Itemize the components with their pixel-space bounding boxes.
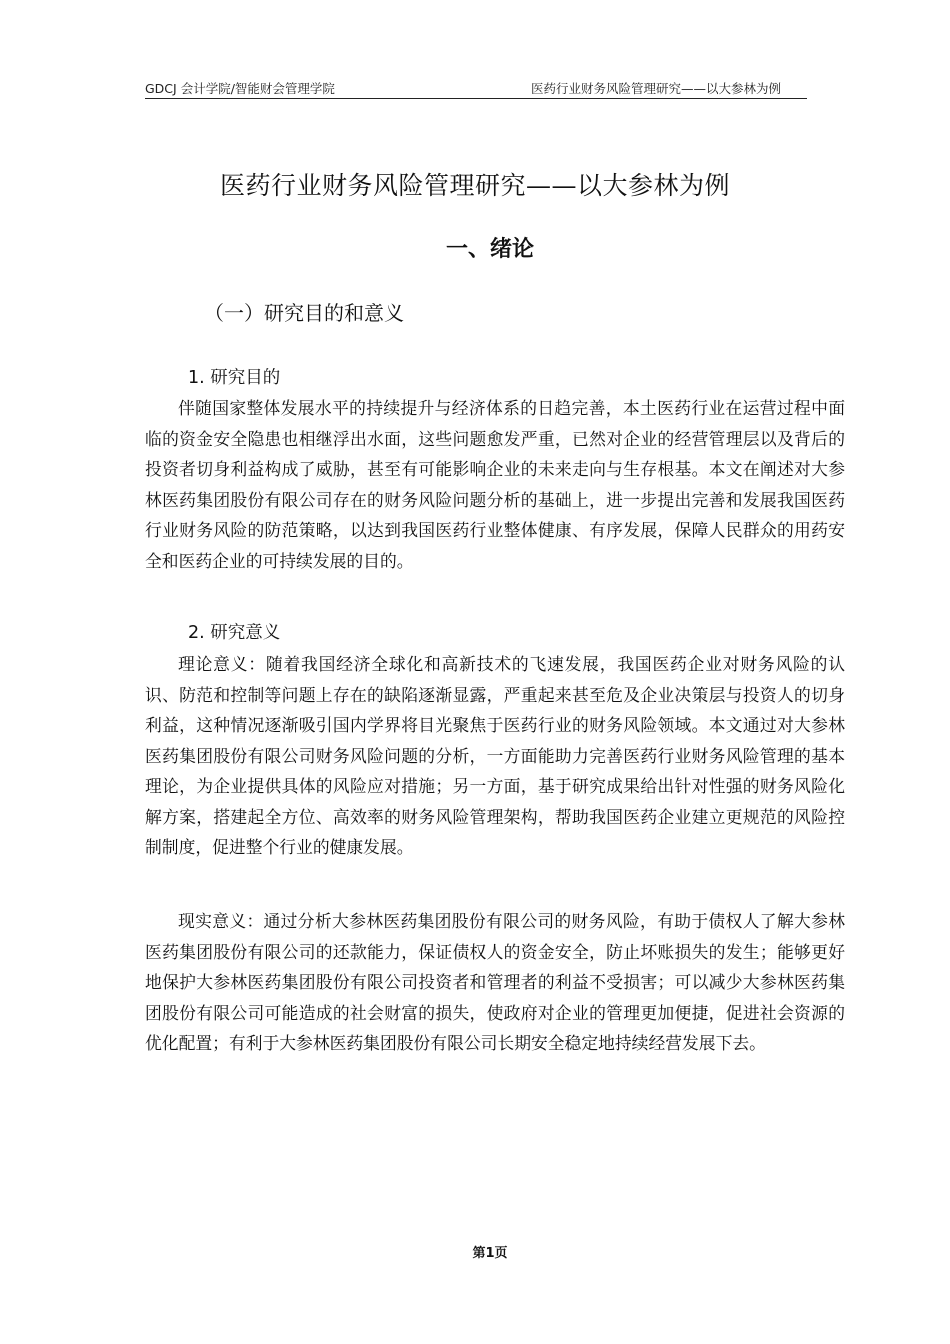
- subsection-heading-significance: 2. 研究意义: [188, 623, 281, 643]
- paragraph-practical-significance: 现实意义：通过分析大参林医药集团股份有限公司的财务风险，有助于债权人了解大参林医药集团股份有限公司的还款能力，保证债权人的资金安全，防止坏账损失的发生；能够更好地保护大参林医药集团股份有限公司投资者和管理者的利益不受损害；可以减少大参林医药集团股份有限公司可能造成的社会财富的损失，使政府对企业的管理更加便捷，促进社会资源的优化配置；有利于大参林医药集团股份有限公司长期安全稳定地持续经营发展下去。: [145, 911, 845, 1053]
- subsection-heading-purpose: 1. 研究目的: [188, 368, 281, 388]
- paragraph-purpose: 伴随国家整体发展水平的持续提升与经济体系的日趋完善，本土医药行业在运营过程中面临的资金安全隐患也相继浮出水面，这些问题愈发严重，已然对企业的经营管理层以及背后的投资者切身利益构成了威胁，甚至有可能影响企业的未来走向与生存根基。本文在阐述对大参林医药集团股份有限公司存在的财务风险问题分析的基础上，进一步提出完善和发展我国医药行业财务风险的防范策略，以达到我国医药行业整体健康、有序发展，保障人民群众的用药安全和医药企业的可持续发展的目的。: [145, 398, 845, 571]
- document-title: 医药行业财务风险管理研究——以大参林为例: [219, 171, 730, 200]
- section-heading: （一）研究目的和意义: [204, 301, 404, 325]
- page-number: 第1页: [472, 1246, 508, 1261]
- header-institution: GDCJ 会计学院/智能财会管理学院: [145, 81, 335, 96]
- chapter-heading: 一、绪论: [445, 237, 534, 262]
- paragraph-theoretical-significance: 理论意义：随着我国经济全球化和高新技术的飞速发展，我国医药企业对财务风险的认识、防范和控制等问题上存在的缺陷逐渐显露，严重起来甚至危及企业决策层与投资人的切身利益，这种情况逐渐吸引国内学界将目光聚焦于医药行业的财务风险领域。本文通过对大参林医药集团股份有限公司财务风险问题的分析，一方面能助力完善医药行业财务风险管理的基本理论，为企业提供具体的风险应对措施；另一方面，基于研究成果给出针对性强的财务风险化解方案，搭建起全方位、高效率的财务风险管理架构，帮助我国医药企业建立更规范的风险控制制度，促进整个行业的健康发展。: [145, 654, 845, 857]
- header-running-title: 医药行业财务风险管理研究——以大参林为例: [530, 81, 781, 96]
- page-header: [145, 76, 807, 99]
